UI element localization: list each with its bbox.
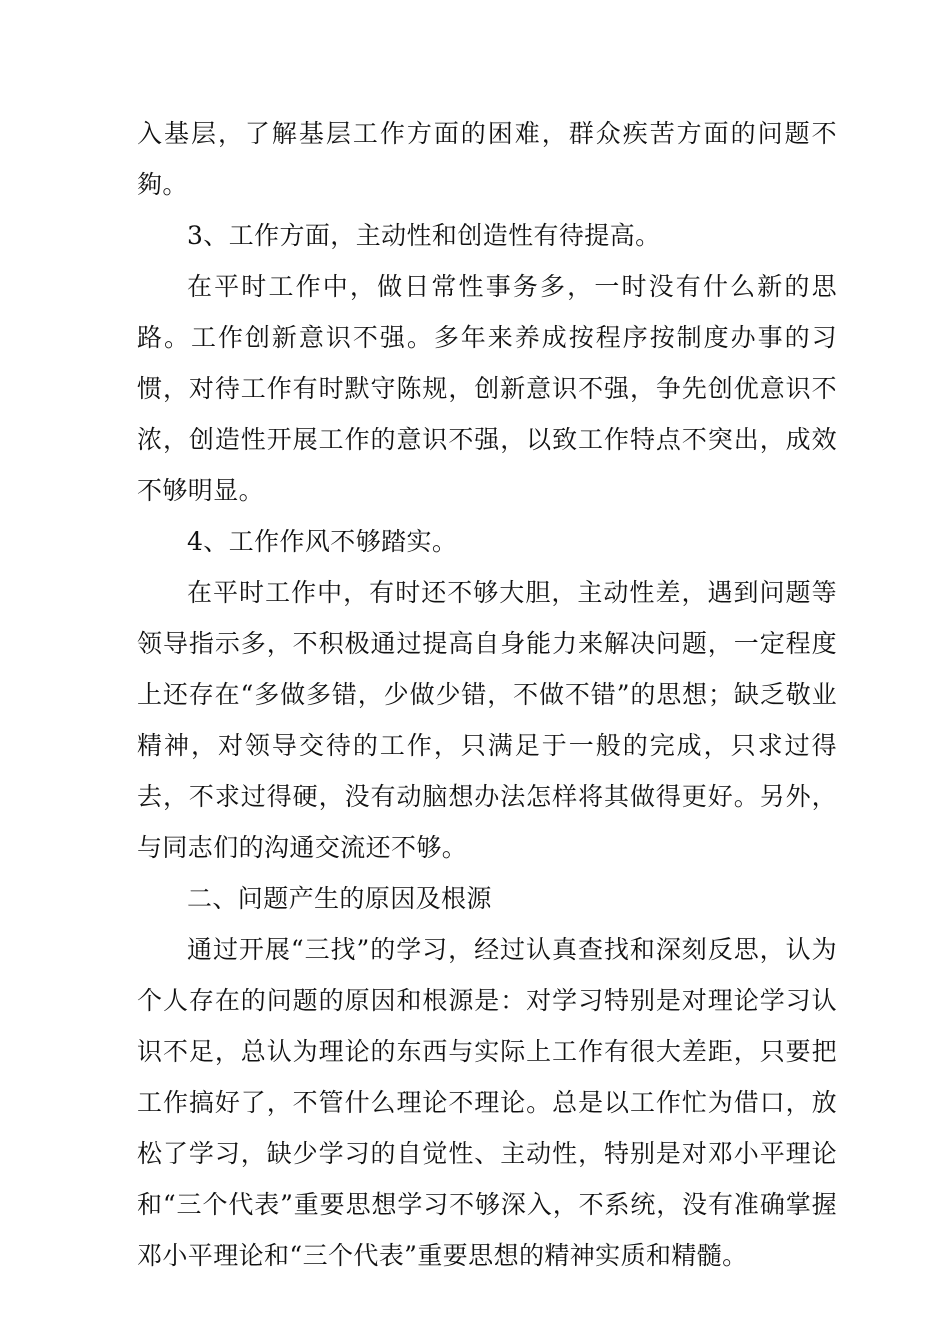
- heading-item-3: 3、工作方面，主动性和创造性有待提高。: [187, 221, 661, 250]
- section-heading-2: 二、问题产生的原因及根源: [187, 884, 492, 913]
- heading-item-4: 4、工作作风不够踏实。: [187, 527, 458, 556]
- paragraph-section-2-body: 通过开展“三找”的学习，经过认真查找和深刻反思，认为个人存在的问题的原因和根源是：对学习特别是对理论学习认识不足，总认为理论的东西与实际上工作有很大差距，只要把工作搞好了，不管什么理论不理论。总是以工作忙为借口，放松了学习，缺少学习的自觉性、主动性，特别是对邓小平理论和“三个代表”重要思想学习不够深入，不系统，没有准确掌握邓小平理论和“三个代表”重要思想的精神实质和精髓。: [137, 935, 837, 1270]
- paragraph-item-4-body: 在平时工作中，有时还不够大胆，主动性差，遇到问题等领导指示多，不积极通过提高自身能力来解决问题，一定程度上还存在“多做多错，少做少错，不做不错”的思想；缺乏敬业精神，对领导交待的工作，只满足于一般的完成，只求过得去，不求过得硬，没有动脑想办法怎样将其做得更好。另外，与同志们的沟通交流还不够。: [137, 578, 837, 862]
- paragraph-item-3-body: 在平时工作中，做日常性事务多，一时没有什么新的思路。工作创新意识不强。多年来养成按程序按制度办事的习惯，对待工作有时默守陈规，创新意识不强，争先创优意识不浓，创造性开展工作的意识不强，以致工作特点不突出，成效不够明显。: [137, 272, 837, 505]
- paragraph-continuation: 入基层，了解基层工作方面的困难，群众疾苦方面的问题不夠。: [137, 119, 837, 199]
- document-body: [137, 108, 837, 1281]
